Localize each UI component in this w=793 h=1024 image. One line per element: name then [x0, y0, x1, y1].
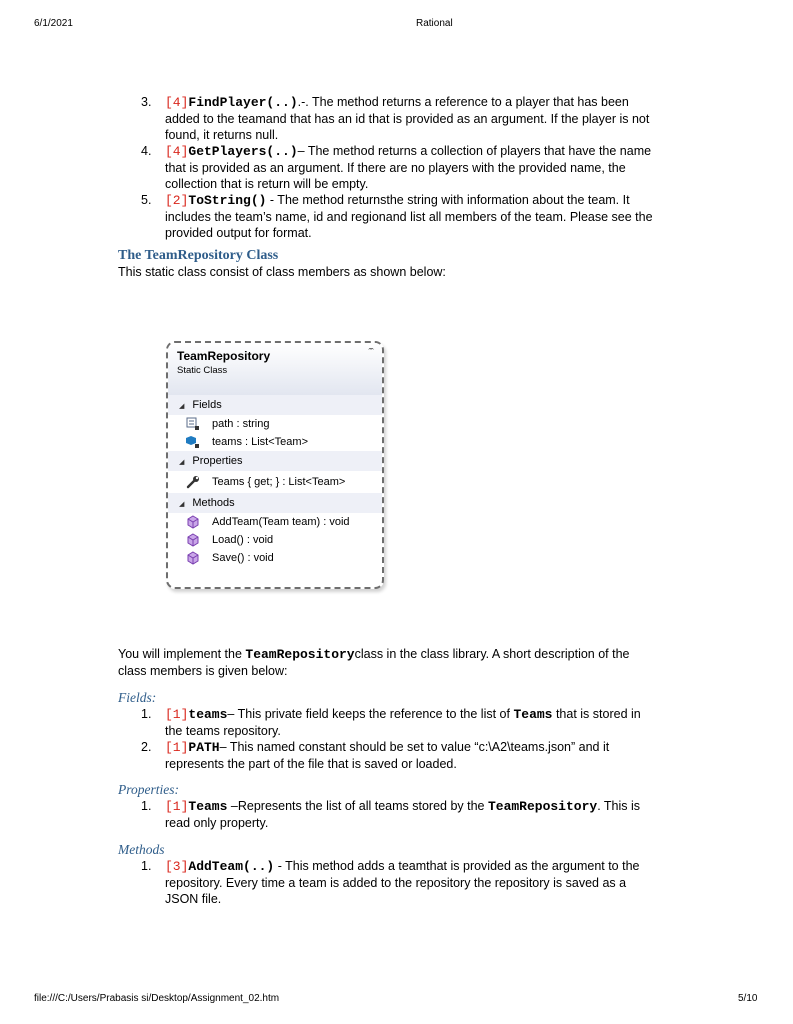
footer-page-number: 5/10 — [738, 993, 758, 1004]
method-cube-icon — [186, 551, 200, 565]
item-text: includes the team’s name, id and regionand list all members of the team. Please see the — [165, 210, 653, 224]
list-item — [118, 192, 678, 241]
methods-section-header[interactable] — [168, 493, 382, 513]
text: class in the class library. A short description of the — [354, 647, 630, 661]
item-text: - The method returnsthe string with information about the team. It — [266, 193, 630, 207]
item-text: the teams repository. — [165, 724, 281, 738]
item-text: that is provided as an argument. If there are no players with the provided name, the — [165, 161, 626, 175]
points-tag: [4] — [165, 144, 189, 159]
class-name: TeamRepository — [245, 647, 355, 662]
method-label: AddTeam(Team team) : void — [212, 516, 350, 528]
item-number: 1. — [141, 859, 152, 873]
member-name: teams — [188, 707, 228, 722]
item-text: repository. Every time a team is added to the repository the repository is saved as a — [165, 876, 627, 890]
header-date: 6/1/2021 — [34, 18, 73, 29]
list-item — [118, 143, 678, 192]
item-number: 1. — [141, 799, 152, 813]
item-number: 5. — [141, 193, 152, 207]
points-tag: [3] — [165, 859, 189, 874]
methods-subheading: Methods — [118, 842, 165, 857]
implement-paragraph — [118, 646, 678, 679]
field-label: teams : List<Team> — [212, 436, 308, 448]
wrench-icon — [186, 475, 200, 489]
footer-file-path: file:///C:/Users/Prabasis si/Desktop/Assignment_02.htm — [34, 993, 280, 1004]
method-row — [168, 513, 382, 531]
type-name: Teams — [513, 707, 553, 722]
field-row — [168, 415, 382, 433]
list-item — [118, 706, 678, 739]
item-number: 4. — [141, 144, 152, 158]
field-label: path : string — [212, 418, 270, 430]
properties-subheading: Properties: — [118, 782, 179, 797]
list-item — [118, 739, 678, 772]
item-number: 1. — [141, 707, 152, 721]
collapse-chevron-icon[interactable]: ˆ̂ — [368, 347, 372, 359]
diagram-title: TeamRepository — [177, 349, 271, 363]
item-text: – This named constant should be set to value “c:\A2\teams.json” and it — [219, 740, 610, 754]
points-tag: [4] — [165, 95, 189, 110]
points-tag: [1] — [165, 707, 189, 722]
methods-section — [118, 842, 678, 907]
properties-section-header[interactable] — [168, 451, 382, 471]
section-heading: The TeamRepository Class — [118, 248, 279, 263]
method-name: ToString() — [188, 193, 267, 208]
member-name: Teams — [188, 799, 228, 814]
section-label: Methods — [192, 497, 235, 509]
points-tag: [1] — [165, 799, 189, 814]
section-intro: This static class consist of class members as shown below: — [118, 265, 446, 279]
paragraph-line — [118, 646, 678, 663]
points-tag: [2] — [165, 193, 189, 208]
expand-triangle-icon: ◢ — [179, 459, 185, 466]
method-label: Save() : void — [212, 552, 274, 564]
list-item — [118, 858, 678, 907]
list-item — [118, 798, 678, 831]
fields-section — [118, 690, 678, 772]
member-name: PATH — [188, 740, 220, 755]
item-text: found, it returns null. — [165, 128, 279, 142]
section-label: Fields — [192, 399, 222, 411]
item-text: provided output for format. — [165, 226, 312, 240]
diagram-subtitle: Static Class — [177, 365, 228, 376]
fields-subheading: Fields: — [118, 690, 157, 705]
item-text: – This private field keeps the reference to the list of — [227, 707, 514, 721]
class-name: TeamRepository — [487, 799, 598, 814]
method-cube-icon — [186, 533, 200, 547]
class-diagram — [166, 341, 384, 589]
item-text: collection that is return will be empty. — [165, 177, 369, 191]
text: You will implement the — [118, 647, 246, 661]
item-text: –Represents the list of all teams stored by the — [227, 799, 488, 813]
item-text: that is stored in — [552, 707, 641, 721]
item-text: JSON file. — [165, 892, 222, 906]
item-text: - This method adds a teamthat is provided as the argument to the — [274, 859, 640, 873]
expand-triangle-icon: ◢ — [179, 501, 185, 508]
list-item — [118, 94, 678, 143]
item-number: 3. — [141, 95, 152, 109]
expand-triangle-icon: ◢ — [179, 403, 185, 410]
property-row — [168, 471, 382, 493]
item-text: – The method returns a collection of players that have the name — [297, 144, 652, 158]
method-name: GetPlayers(..) — [188, 144, 298, 159]
method-row — [168, 531, 382, 549]
member-name: AddTeam(..) — [188, 859, 275, 874]
diagram-header — [168, 343, 382, 395]
points-tag: [1] — [165, 740, 189, 755]
method-cube-icon — [186, 515, 200, 529]
properties-section — [118, 782, 678, 831]
method-row — [168, 549, 382, 567]
item-text: read only property. — [165, 816, 269, 830]
method-name: FindPlayer(..) — [188, 95, 298, 110]
property-label: Teams { get; } : List<Team> — [212, 476, 346, 488]
player-methods-list — [118, 94, 678, 241]
item-text: . This is — [597, 799, 641, 813]
fields-section-header[interactable] — [168, 395, 382, 415]
field-row — [168, 433, 382, 451]
item-number: 2. — [141, 740, 152, 754]
item-text: added to the teamand that has an id that is provided as an argument. If the player is not — [165, 112, 650, 126]
private-field-icon — [186, 435, 200, 449]
item-text: .-. The method returns a reference to a player that has been — [297, 95, 629, 109]
paragraph-line: class members is given below: — [118, 664, 288, 678]
header-title: Rational — [416, 18, 453, 29]
constant-field-icon — [186, 417, 200, 431]
team-repository-section — [118, 248, 678, 280]
item-text: represents the part of the file that is saved or loaded. — [165, 757, 457, 771]
method-label: Load() : void — [212, 534, 274, 546]
section-label: Properties — [192, 455, 243, 467]
